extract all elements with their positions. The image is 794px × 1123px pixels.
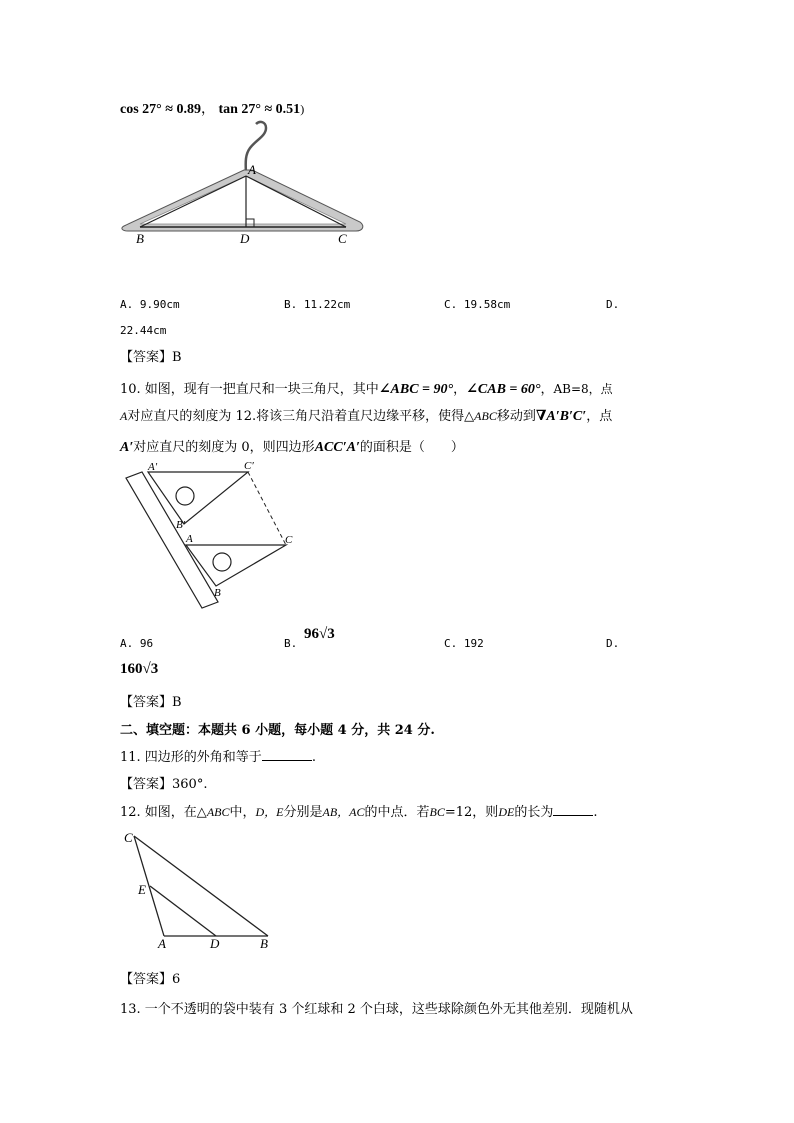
q9-option-c[interactable]: C. 19.58cm (444, 298, 511, 311)
q12-text-c: 分别是 (283, 805, 323, 820)
label-a: A (248, 162, 256, 177)
label-a: A (186, 533, 193, 545)
q10-line3-text2: 的面积是（ ） (359, 440, 464, 455)
q10-ruler-figure (118, 460, 308, 620)
q12-end: . (593, 805, 598, 820)
q9-hint (120, 98, 304, 118)
q9-hanger-figure (120, 118, 370, 248)
q11-line (120, 746, 316, 765)
q12-de2: DE (498, 805, 515, 819)
q10-quad: ACC′A′ (314, 440, 360, 455)
q10-line3 (120, 436, 464, 456)
label-a: A (158, 936, 166, 951)
q10-comma2: ， (540, 382, 554, 397)
q12-de: D，E (255, 805, 284, 819)
q9-option-b[interactable]: B. 11.22cm (284, 298, 351, 311)
q12-triangle-figure (118, 826, 278, 952)
label-d: D (240, 231, 250, 246)
label-b: B (214, 587, 221, 599)
q10-tri-prime: ∇A′B′C′ (535, 409, 587, 424)
label-b1: B′ (176, 519, 186, 531)
q11-blank (262, 748, 312, 761)
q10-line2 (120, 405, 612, 425)
q10-line3-text: 对应直尺的刻度为 0，则四边形 (133, 440, 315, 455)
label-e: E (138, 882, 146, 897)
q12-abc: ABC (206, 805, 230, 819)
q9-hint-tan: tan 27° ≈ 0.51 (218, 102, 301, 117)
q11-end: . (311, 750, 316, 765)
q12-abac: AB，AC (322, 805, 365, 819)
q10-option-d-value: 160√3 (120, 661, 159, 677)
q9-option-a[interactable]: A. 9.90cm (120, 298, 180, 311)
q11-answer: 【答案】360°. (120, 777, 208, 792)
q10-angle-cab: ∠CAB = 60° (466, 382, 541, 397)
q9-hint-cos: cos 27° ≈ 0.89 (120, 102, 201, 117)
q12-bc: BC (429, 805, 445, 819)
q9-hint-sep: ， (200, 102, 215, 117)
q12-text-a: 12. 如图，在△ (120, 805, 207, 820)
q12-text-e: =12，则 (444, 805, 499, 820)
q12-text-f: 的长为 (514, 805, 554, 820)
q10-line2-text2: 移动到 (496, 409, 536, 424)
q11-text: 11. 四边形的外角和等于 (120, 750, 262, 765)
q9-option-d[interactable]: D. (606, 298, 620, 311)
label-b: B (136, 231, 144, 246)
q10-line2-text: 对应直尺的刻度为 12.将该三角尺沿着直尺边缘平移，使得△ (127, 409, 475, 424)
q10-abc: ABC (474, 409, 497, 423)
q10-answer: 【答案】B (120, 695, 182, 710)
label-c: C (285, 534, 293, 546)
q12-answer: 【答案】6 (120, 972, 181, 987)
q10-ab-eq: AB=8，点 (553, 382, 613, 396)
q10-line2-text3: ，点 (586, 409, 613, 424)
q9-answer: 【答案】B (120, 350, 182, 365)
label-d: D (210, 936, 220, 951)
q10-line1-text: 10. 如图，现有一把直尺和一块三角尺，其中 (120, 382, 379, 397)
label-b: B (260, 936, 268, 951)
q10-option-d[interactable]: D. (606, 637, 620, 650)
q9-hint-close: ) (300, 102, 305, 116)
line-de (150, 886, 216, 936)
q10-option-b[interactable]: B. (284, 637, 298, 650)
label-c1: C′ (244, 460, 254, 472)
q10-option-c[interactable]: C. 192 (444, 637, 484, 650)
q10-line1 (120, 378, 613, 398)
q12-blank (553, 803, 593, 816)
q10-option-b-value: 96√3 (304, 626, 335, 642)
label-c: C (338, 231, 347, 246)
q10-option-a[interactable]: A. 96 (120, 637, 154, 650)
q10-point-a: A (120, 409, 128, 423)
dashed-cc1 (248, 472, 286, 545)
q9-option-d-value: 22.44cm (120, 324, 167, 337)
q10-point-a1: A′ (120, 440, 134, 455)
label-c: C (124, 830, 133, 845)
q10-comma1: ， (453, 382, 467, 397)
section-2-heading: 二、填空题：本题共 6 小题，每小题 4 分，共 24 分. (120, 723, 435, 738)
label-a1: A′ (148, 461, 158, 473)
q13-text: 13. 一个不透明的袋中装有 3 个红球和 2 个白球，这些球除颜色外无其他差别．现随机从 (120, 1002, 633, 1017)
q10-angle-abc: ∠ABC = 90° (378, 382, 454, 397)
q12-line (120, 801, 597, 820)
q12-text-b: 中， (229, 805, 256, 820)
q12-text-d: 的中点．若 (364, 805, 430, 820)
